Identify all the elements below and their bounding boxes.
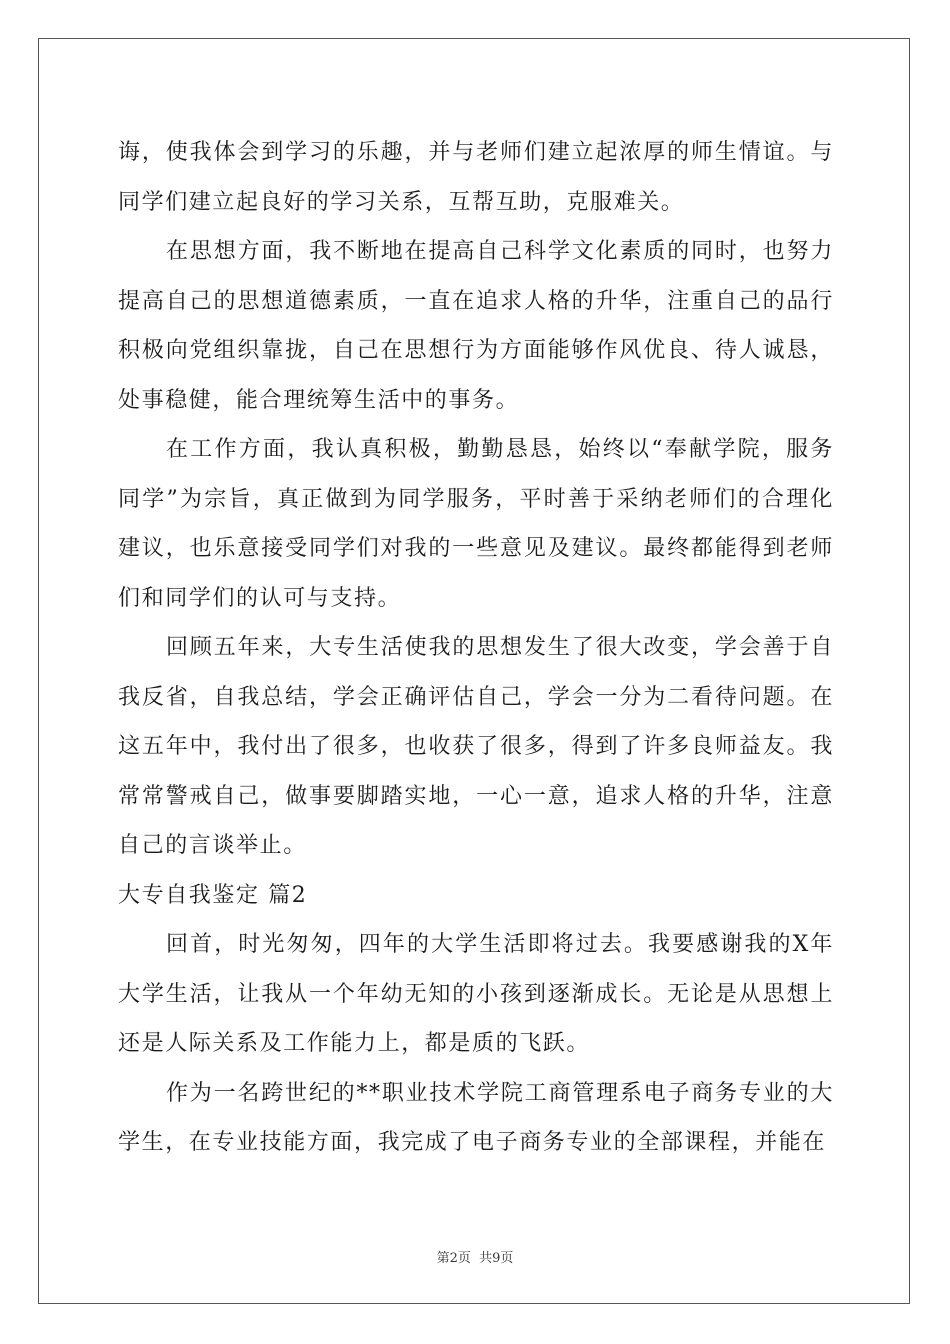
document-body xyxy=(118,128,834,1168)
paragraph-major: 作为一名跨世纪的**职业技术学院工商管理系电子商务专业的大学生，在专业技能方面，我完成了电子商务专业的全部课程，并能在 xyxy=(118,1080,834,1155)
page-number: 第2页 xyxy=(436,1251,471,1266)
paragraph-work: 在工作方面，我认真积极，勤勤恳恳，始终以“奉献学院，服务同学”为宗旨，真正做到为同学服务，平时善于采纳老师们的合理化建议，也乐意接受同学们对我的一些意见及建议。最终都能得到老师们和同学们的认可与支持。 xyxy=(118,437,834,611)
paragraph-continuation: 诲，使我体会到学习的乐趣，并与老师们建立起浓厚的师生情谊。与同学们建立起良好的学习关系，互帮互助，克服难关。 xyxy=(118,140,834,215)
paragraph-thought: 在思想方面，我不断地在提高自己科学文化素质的同时，也努力提高自己的思想道德素质，一直在追求人格的升华，注重自己的品行积极向党组织靠拢，自己在思想行为方面能够作风优良、待人诚恳，处事稳健，能合理统筹生活中的事务。 xyxy=(118,239,834,413)
paragraph-looking-back: 回首，时光匆匆，四年的大学生活即将过去。我要感谢我的X年大学生活，让我从一个年幼无知的小孩到逐渐成长。无论是从思想上还是人际关系及工作能力上，都是质的飞跃。 xyxy=(118,932,834,1056)
page-footer xyxy=(0,1247,950,1266)
page-total: 共9页 xyxy=(479,1251,514,1266)
paragraph-review: 回顾五年来，大专生活使我的思想发生了很大改变，学会善于自我反省，自我总结，学会正确评估自己，学会一分为二看待问题。在这五年中，我付出了很多，也收获了很多，得到了许多良师益友。我常常警戒自己，做事要脚踏实地，一心一意，追求人格的升华，注意自己的言谈举止。 xyxy=(118,635,834,858)
section-title: 大专自我鉴定 篇2 xyxy=(118,882,308,908)
